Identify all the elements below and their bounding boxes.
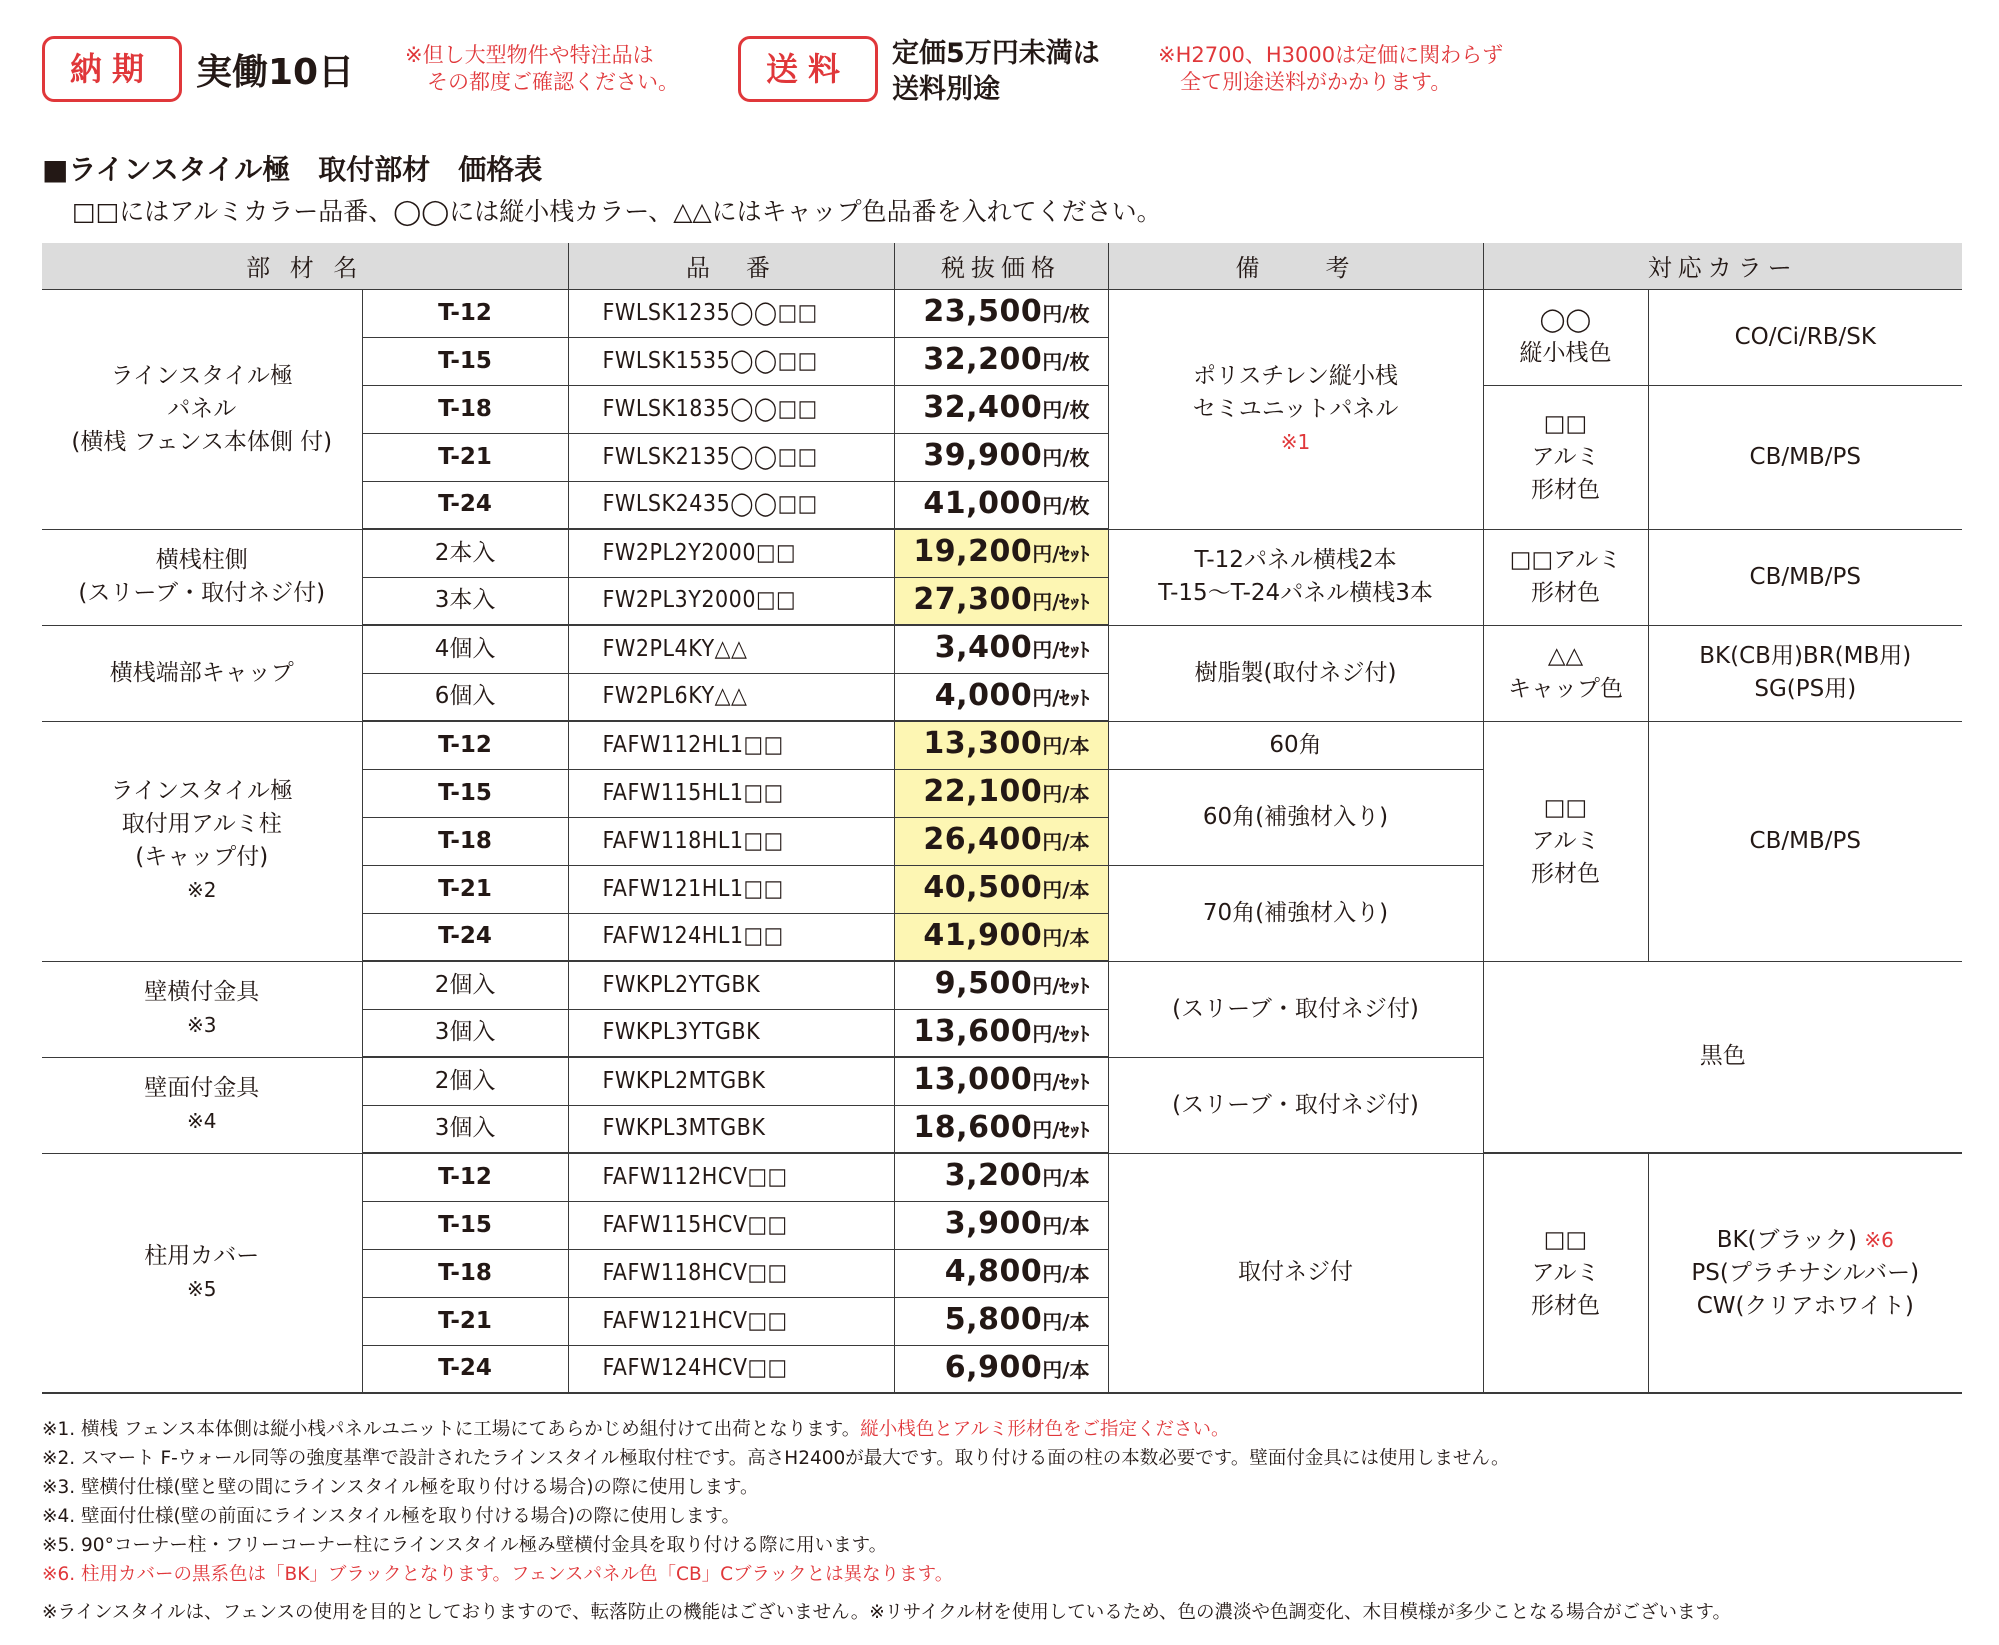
price-value: 5,800	[944, 1302, 1043, 1337]
notes-line: 樹脂製(取付ネジ付)	[1194, 659, 1397, 686]
part-name-line: (スリーブ・取付ネジ付)	[78, 580, 326, 606]
shipping-value-line-1: 定価5万円未満は	[892, 38, 1100, 69]
part-name-mark: ※2	[187, 878, 217, 902]
price-value: 40,500	[923, 870, 1043, 905]
footnote-6: ※6. 柱用カバーの黒系色は「BK」ブラックとなります。フェンスパネル色「CB」Cブラックとは異なります。	[42, 1564, 954, 1585]
color-type-line: キャップ色	[1508, 676, 1624, 702]
price-value: 3,400	[934, 630, 1033, 666]
price-unit: 円/本	[1042, 782, 1090, 806]
price-value: 13,300	[923, 726, 1043, 762]
size-cell: T-21	[362, 1297, 568, 1345]
price-unit: 円/枚	[1042, 493, 1090, 518]
price-unit: 円/枚	[1042, 446, 1090, 470]
part-name-line: ラインスタイル極	[110, 778, 293, 804]
price-value: 3,900	[944, 1206, 1043, 1241]
code-cell: FWLSK1835◯◯□□	[568, 385, 894, 433]
price-cell	[894, 289, 1108, 337]
size-cell: 3個入	[362, 1105, 568, 1153]
price-unit: 円/ｾｯﾄ	[1032, 1021, 1090, 1046]
size-cell: 3個入	[362, 1009, 568, 1057]
price-cell	[894, 1057, 1108, 1105]
color-type-cell	[1483, 625, 1648, 721]
code-cell: FW2PL3Y2000□□	[568, 577, 894, 625]
part-name-cell	[42, 961, 362, 1057]
code-cell: FWLSK2135◯◯□□	[568, 433, 894, 481]
price-unit: 円/本	[1042, 1166, 1090, 1191]
table-row	[42, 721, 1962, 769]
price-unit: 円/枚	[1042, 398, 1090, 422]
price-unit: 円/枚	[1042, 350, 1090, 374]
code-cell: FAFW115HL1□□	[568, 769, 894, 817]
notes-cell	[1108, 625, 1483, 721]
part-name-line: 柱用カバー	[144, 1242, 260, 1269]
size-cell: T-24	[362, 481, 568, 529]
code-cell: FWLSK1535◯◯□□	[568, 337, 894, 385]
price-unit: 円/本	[1042, 878, 1090, 902]
notes-cell	[1108, 289, 1483, 529]
price-unit: 円/ｾｯﾄ	[1032, 1070, 1090, 1095]
code-cell: FAFW112HL1□□	[568, 721, 894, 769]
price-value: 32,200	[923, 342, 1043, 377]
part-name-line: (横桟 フェンス本体側 付)	[71, 428, 333, 455]
price-value: 13,000	[913, 1062, 1033, 1098]
footnote-2: ※2. スマート F-ウォール同等の強度基準で設計されたラインスタイル極取付柱です。高さH2400が最大です。取り付ける面の柱の本数必要です。壁面付金具には使用しません。	[42, 1448, 1510, 1469]
price-table	[42, 243, 1962, 1394]
notes-cell: (スリーブ・取付ネジ付)	[1108, 961, 1483, 1057]
price-value: 9,500	[934, 966, 1033, 1002]
code-cell: FWLSK1235◯◯□□	[568, 289, 894, 337]
header-notes: 備 考	[1108, 243, 1483, 289]
delivery-note-line-2: その都度ご確認ください。	[427, 70, 679, 94]
size-cell: T-18	[362, 1249, 568, 1297]
price-value: 41,000	[923, 485, 1043, 521]
code-cell: FAFW124HCV□□	[568, 1345, 894, 1393]
color-values-cell: CB/MB/PS	[1648, 721, 1962, 961]
price-value: 13,600	[913, 1013, 1033, 1049]
size-cell: T-15	[362, 769, 568, 817]
header-price: 税抜価格	[894, 243, 1108, 289]
price-unit: 円/本	[1042, 1357, 1090, 1382]
code-cell: FW2PL2Y2000□□	[568, 529, 894, 577]
price-cell	[894, 769, 1108, 817]
color-values-cell: 黒色	[1483, 961, 1962, 1153]
size-cell: 2本入	[362, 529, 568, 577]
color-value-text: BK(ブラック)	[1716, 1226, 1858, 1253]
price-cell	[894, 577, 1108, 625]
table-row	[42, 289, 1962, 337]
price-value: 23,500	[923, 294, 1043, 329]
notes-line: ポリスチレン縦小桟	[1192, 362, 1399, 389]
code-cell: FWKPL2YTGBK	[568, 961, 894, 1009]
price-cell	[894, 865, 1108, 913]
section-title: ■ラインスタイル極 取付部材 価格表	[42, 153, 543, 186]
table-row	[42, 961, 1962, 1009]
color-type-line: アルミ	[1531, 827, 1600, 854]
part-name-cell	[42, 721, 362, 961]
size-cell: 4個入	[362, 625, 568, 673]
size-cell: 2個入	[362, 961, 568, 1009]
price-unit: 円/ｾｯﾄ	[1032, 685, 1090, 710]
table-row	[42, 1153, 1962, 1201]
footnote-4: ※4. 壁面付仕様(壁の前面にラインスタイル極を取り付ける場合)の際に使用します。	[42, 1506, 741, 1527]
price-cell	[894, 721, 1108, 769]
color-type-line: 縦小桟色	[1519, 340, 1612, 366]
price-unit: 円/本	[1042, 734, 1090, 759]
color-type-line: △△	[1547, 643, 1584, 669]
size-cell: T-12	[362, 1153, 568, 1201]
size-cell: 3本入	[362, 577, 568, 625]
price-cell	[894, 1345, 1108, 1393]
size-cell: T-24	[362, 913, 568, 961]
code-cell: FWLSK2435◯◯□□	[568, 481, 894, 529]
price-cell	[894, 817, 1108, 865]
color-values-line: BK(CB用)BR(MB用)	[1699, 643, 1912, 669]
header-colors: 対応カラー	[1483, 243, 1962, 289]
section-subtitle: □□にはアルミカラー品番、◯◯には縦小桟カラー、△△にはキャップ色品番を入れてください。	[72, 197, 1162, 226]
price-value: 26,400	[923, 822, 1043, 857]
price-cell	[894, 385, 1108, 433]
table-row	[42, 625, 1962, 673]
header-part-name: 部 材 名	[42, 243, 568, 289]
code-cell: FAFW121HL1□□	[568, 865, 894, 913]
price-cell	[894, 337, 1108, 385]
shipping-note	[1158, 42, 1503, 96]
price-unit: 円/枚	[1042, 302, 1090, 326]
color-values-line: PS(プラチナシルバー)	[1691, 1259, 1920, 1286]
price-unit: 円/ｾｯﾄ	[1032, 638, 1090, 663]
color-value-mark: ※6	[1864, 1227, 1894, 1252]
price-cell	[894, 1153, 1108, 1201]
size-cell: T-12	[362, 721, 568, 769]
delivery-note-line-1: ※但し大型物件や特注品は	[405, 43, 654, 67]
code-cell: FWKPL2MTGBK	[568, 1057, 894, 1105]
price-unit: 円/本	[1042, 830, 1090, 854]
size-cell: 2個入	[362, 1057, 568, 1105]
price-cell	[894, 433, 1108, 481]
color-type-line: 形材色	[1531, 580, 1601, 606]
price-cell	[894, 529, 1108, 577]
price-value: 19,200	[913, 534, 1033, 570]
color-values-line	[1653, 1224, 1959, 1257]
price-unit: 円/本	[1042, 1214, 1090, 1238]
price-value: 22,100	[923, 774, 1043, 809]
price-unit: 円/本	[1042, 1310, 1090, 1334]
price-unit: 円/ｾｯﾄ	[1032, 542, 1090, 567]
delivery-badge: 納期	[42, 36, 182, 102]
color-type-cell	[1483, 529, 1648, 625]
code-cell: FAFW118HCV□□	[568, 1249, 894, 1297]
price-value: 18,600	[913, 1109, 1033, 1145]
code-cell: FW2PL4KY△△	[568, 625, 894, 673]
color-values-line: SG(PS用)	[1754, 676, 1857, 702]
part-name-cell	[42, 1057, 362, 1153]
price-cell	[894, 1009, 1108, 1057]
size-cell: 6個入	[362, 673, 568, 721]
color-type-line: アルミ	[1531, 1259, 1600, 1286]
header-code: 品 番	[568, 243, 894, 289]
size-cell: T-21	[362, 433, 568, 481]
size-cell: T-24	[362, 1345, 568, 1393]
part-name-line: パネル	[167, 395, 237, 422]
price-cell	[894, 481, 1108, 529]
color-type-line: □□	[1543, 794, 1588, 821]
notes-line: T-15〜T-24パネル横桟3本	[1158, 580, 1433, 606]
color-type-line: □□アルミ	[1509, 547, 1622, 573]
notes-cell: 60角(補強材入り)	[1108, 769, 1483, 865]
shipping-value	[892, 36, 1100, 108]
price-value: 27,300	[913, 581, 1033, 617]
price-value: 4,800	[944, 1254, 1043, 1289]
price-value: 41,900	[923, 917, 1043, 953]
color-values-cell: CB/MB/PS	[1648, 529, 1962, 625]
price-cell	[894, 1105, 1108, 1153]
part-name-line: 壁面付金具	[144, 1075, 260, 1101]
color-type-line: アルミ	[1531, 443, 1600, 470]
color-values-cell	[1648, 625, 1962, 721]
footnote-3: ※3. 壁横付仕様(壁と壁の間にラインスタイル極を取り付ける場合)の際に使用します。	[42, 1477, 759, 1498]
footnote-1	[42, 1415, 1509, 1444]
code-cell: FWKPL3YTGBK	[568, 1009, 894, 1057]
price-cell	[894, 1297, 1108, 1345]
part-name-mark: ※5	[187, 1276, 217, 1301]
price-cell	[894, 673, 1108, 721]
price-cell	[894, 913, 1108, 961]
footnote-1-text: ※1. 横桟 フェンス本体側は縦小桟パネルユニットに工場にてあらかじめ組付けて出荷となります。	[42, 1419, 861, 1440]
part-name-line: 横桟端部キャップ	[109, 659, 294, 686]
size-cell: T-18	[362, 817, 568, 865]
shipping-note-line-2: 全て別途送料がかかります。	[1180, 70, 1452, 94]
notes-cell: 70角(補強材入り)	[1108, 865, 1483, 961]
notes-cell	[1108, 529, 1483, 625]
size-cell: T-15	[362, 337, 568, 385]
color-type-cell	[1483, 289, 1648, 385]
color-values-cell	[1648, 1153, 1962, 1393]
price-unit: 円/ｾｯﾄ	[1032, 1117, 1090, 1142]
footnote-1-highlight: 縦小桟色とアルミ形材色をご指定ください。	[860, 1419, 1230, 1440]
color-values-line: CW(クリアホワイト)	[1696, 1292, 1914, 1319]
size-cell: T-12	[362, 289, 568, 337]
code-cell: FAFW112HCV□□	[568, 1153, 894, 1201]
code-cell: FAFW121HCV□□	[568, 1297, 894, 1345]
delivery-note	[405, 42, 679, 96]
footnotes	[42, 1415, 1509, 1589]
part-name-cell	[42, 625, 362, 721]
color-type-line: 形材色	[1531, 476, 1601, 503]
notes-cell: 60角	[1108, 721, 1483, 769]
part-name-line: ラインスタイル極	[110, 362, 293, 389]
shipping-badge: 送料	[738, 36, 878, 102]
size-cell: T-21	[362, 865, 568, 913]
code-cell: FAFW115HCV□□	[568, 1201, 894, 1249]
part-name-mark: ※4	[187, 1109, 217, 1133]
notes-cell: 取付ネジ付	[1108, 1153, 1483, 1393]
color-type-cell	[1483, 385, 1648, 529]
footnote-5: ※5. 90°コーナー柱・フリーコーナー柱にラインスタイル極み壁横付金具を取り付ける際に用います。	[42, 1535, 888, 1556]
price-value: 39,900	[923, 438, 1043, 473]
delivery-value: 実働10日	[196, 52, 355, 93]
color-values-cell: CB/MB/PS	[1648, 385, 1962, 529]
price-unit: 円/本	[1042, 925, 1090, 950]
notes-cell: (スリーブ・取付ネジ付)	[1108, 1057, 1483, 1153]
price-unit: 円/ｾｯﾄ	[1032, 974, 1090, 999]
shipping-value-line-2: 送料別途	[892, 74, 1000, 105]
size-cell: T-18	[362, 385, 568, 433]
price-value: 3,200	[944, 1158, 1043, 1194]
color-type-line: ◯◯	[1539, 307, 1592, 333]
price-cell	[894, 1201, 1108, 1249]
code-cell: FWKPL3MTGBK	[568, 1105, 894, 1153]
code-cell: FAFW118HL1□□	[568, 817, 894, 865]
notes-mark: ※1	[1280, 429, 1311, 454]
price-cell	[894, 1249, 1108, 1297]
part-name-line: 壁横付金具	[144, 979, 260, 1005]
size-cell: T-15	[362, 1201, 568, 1249]
part-name-line: 取付用アルミ柱	[121, 811, 282, 837]
notes-line: T-12パネル横桟2本	[1194, 547, 1397, 573]
final-note: ※ラインスタイルは、フェンスの使用を目的としておりますので、転落防止の機能はございません。※リサイクル材を使用しているため、色の濃淡や色調変化、木目模様が多少ことなる場合がございます。	[42, 1602, 1731, 1623]
color-type-line: 形材色	[1531, 1292, 1601, 1319]
code-cell: FAFW124HL1□□	[568, 913, 894, 961]
color-type-line: □□	[1543, 1226, 1588, 1253]
part-name-line: 横桟柱側	[155, 547, 248, 573]
price-unit: 円/本	[1042, 1262, 1090, 1286]
table-row	[42, 529, 1962, 577]
color-type-line: □□	[1543, 410, 1588, 437]
price-cell	[894, 625, 1108, 673]
price-unit: 円/ｾｯﾄ	[1032, 589, 1090, 614]
price-value: 4,000	[934, 677, 1033, 713]
part-name-cell	[42, 529, 362, 625]
color-values-cell: CO/Ci/RB/SK	[1648, 289, 1962, 385]
part-name-cell	[42, 289, 362, 529]
notes-line: セミユニットパネル	[1192, 395, 1399, 422]
price-value: 6,900	[944, 1349, 1043, 1385]
price-value: 32,400	[923, 390, 1043, 425]
price-cell	[894, 961, 1108, 1009]
code-cell: FW2PL6KY△△	[568, 673, 894, 721]
part-name-line: (キャップ付)	[135, 844, 269, 870]
part-name-mark: ※3	[187, 1013, 217, 1037]
table-header-row	[42, 243, 1962, 289]
color-type-cell	[1483, 721, 1648, 961]
shipping-note-line-1: ※H2700、H3000は定価に関わらず	[1158, 43, 1504, 67]
color-type-cell	[1483, 1153, 1648, 1393]
color-type-line: 形材色	[1531, 860, 1601, 887]
part-name-cell	[42, 1153, 362, 1393]
